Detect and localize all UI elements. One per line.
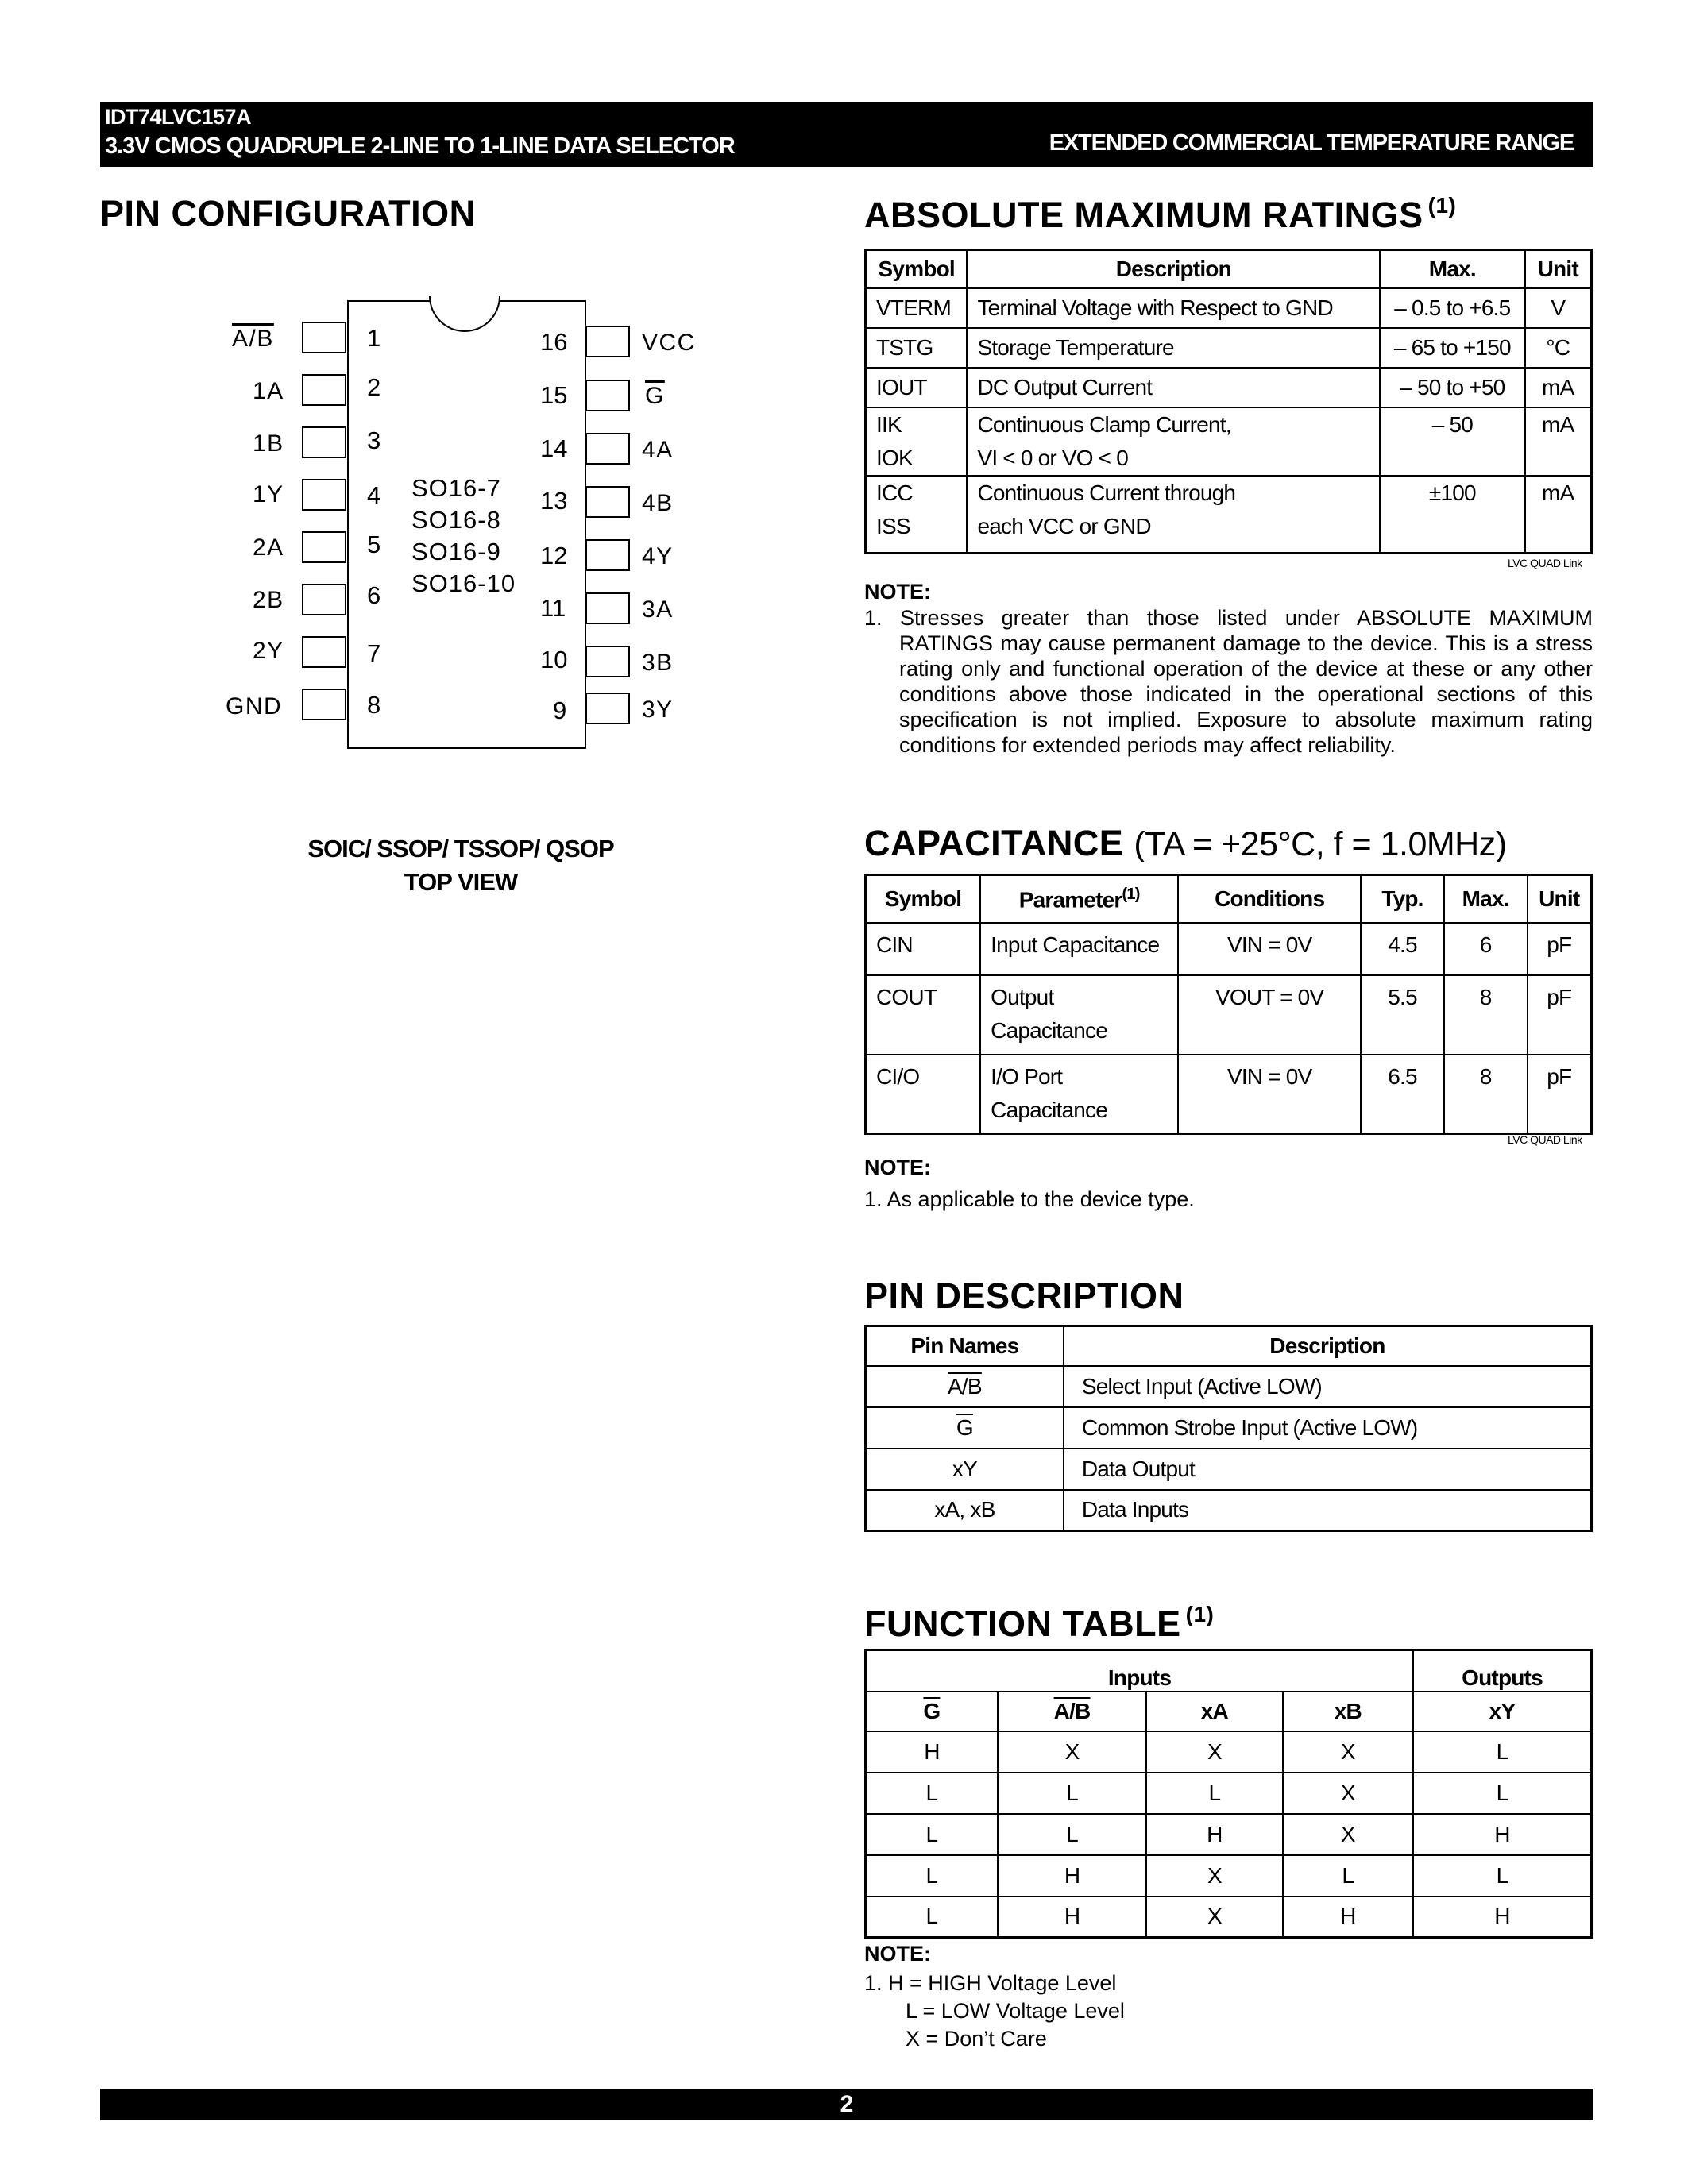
column-header: Pin Names bbox=[866, 1326, 1064, 1366]
function-table-title-text: FUNCTION TABLE bbox=[864, 1603, 1181, 1644]
symbol-line: ISS bbox=[876, 513, 910, 538]
symbol-cell: COUT bbox=[866, 975, 981, 1055]
pin-number: 7 bbox=[367, 639, 381, 667]
table-row bbox=[866, 975, 1592, 1055]
table-cell: L bbox=[998, 1814, 1146, 1855]
note-heading: NOTE: bbox=[864, 1156, 931, 1179]
table-row bbox=[866, 288, 1592, 328]
note-heading: NOTE: bbox=[864, 580, 931, 604]
description-cell bbox=[967, 407, 1380, 476]
table-cell: H bbox=[1146, 1814, 1282, 1855]
description-line: Continuous Clamp Current, bbox=[977, 411, 1231, 437]
package-name: SO16-10 bbox=[411, 569, 516, 597]
package-name: SO16-7 bbox=[411, 474, 501, 502]
pin-label: 4B bbox=[642, 490, 674, 516]
pin-number: 8 bbox=[367, 691, 381, 719]
pin-number: 2 bbox=[367, 373, 381, 401]
unit-cell: °C bbox=[1525, 328, 1592, 368]
pin-number: 1 bbox=[367, 324, 381, 352]
document-subtitle: 3.3V CMOS QUADRUPLE 2-LINE TO 1-LINE DATA SELECTOR bbox=[105, 133, 735, 159]
pin-15 bbox=[585, 380, 630, 411]
unit-cell: pF bbox=[1528, 975, 1592, 1055]
parameter-cell: Input Capacitance bbox=[980, 923, 1178, 975]
conditions-cell: VIN = 0V bbox=[1178, 923, 1361, 975]
pin-label: 3B bbox=[642, 650, 674, 676]
table-cell: H bbox=[1413, 1897, 1592, 1938]
table-cell: X bbox=[998, 1731, 1146, 1773]
description-cell: Data Output bbox=[1064, 1449, 1592, 1490]
pin-13 bbox=[585, 486, 630, 518]
column-header: Description bbox=[967, 250, 1380, 288]
package-name: SO16-9 bbox=[411, 538, 501, 565]
table-cell: X bbox=[1283, 1814, 1413, 1855]
unit-cell: pF bbox=[1528, 923, 1592, 975]
column-header: Symbol bbox=[866, 250, 968, 288]
description-line: Continuous Current through bbox=[977, 480, 1236, 505]
pin-label: GND bbox=[226, 693, 283, 720]
pin-number: 4 bbox=[367, 481, 381, 509]
max-cell: – 0.5 to +6.5 bbox=[1380, 288, 1524, 328]
table-row bbox=[866, 1449, 1592, 1490]
note-line: L = LOW Voltage Level bbox=[906, 1999, 1125, 2023]
description-cell bbox=[967, 476, 1380, 554]
pin-name-cell: xY bbox=[866, 1449, 1064, 1490]
max-cell: 8 bbox=[1444, 1055, 1528, 1134]
max-cell: – 65 to +150 bbox=[1380, 328, 1524, 368]
package-types: SOIC/ SSOP/ TSSOP/ QSOP bbox=[307, 835, 614, 862]
column-header: Typ. bbox=[1361, 875, 1444, 923]
table-cell: H bbox=[1283, 1897, 1413, 1938]
symbol-line: IIK bbox=[876, 411, 902, 437]
pin-label: $\overline{G}$ bbox=[645, 383, 665, 409]
pin-12 bbox=[585, 539, 630, 571]
max-cell: 8 bbox=[1444, 975, 1528, 1055]
pin-label: 3A bbox=[642, 596, 674, 623]
capacitance-table bbox=[864, 874, 1593, 1135]
pin-2 bbox=[302, 374, 346, 406]
table-row bbox=[866, 328, 1592, 368]
part-number: IDT74LVC157A bbox=[105, 105, 252, 129]
symbol-line: IOK bbox=[876, 445, 913, 470]
note-line: X = Don’t Care bbox=[906, 2027, 1047, 2051]
unit-cell: mA bbox=[1525, 407, 1592, 476]
pin-label: 2A bbox=[253, 534, 284, 561]
symbol-cell bbox=[866, 476, 968, 554]
description-cell: DC Output Current bbox=[967, 368, 1380, 407]
table-cell: L bbox=[866, 1773, 998, 1814]
pin-16 bbox=[585, 326, 630, 357]
pin-4 bbox=[302, 479, 346, 511]
temperature-range: EXTENDED COMMERCIAL TEMPERATURE RANGE bbox=[1049, 130, 1574, 156]
page-header bbox=[100, 102, 1593, 167]
table-group-header-row bbox=[866, 1650, 1592, 1692]
pin-name-cell bbox=[866, 1366, 1064, 1407]
unit-cell: mA bbox=[1525, 476, 1592, 554]
max-cell: – 50 to +50 bbox=[1380, 368, 1524, 407]
pin-label: 1Y bbox=[253, 481, 284, 507]
pin-14 bbox=[585, 433, 630, 465]
description-line: VI < 0 or VO < 0 bbox=[977, 445, 1128, 470]
pin-number: 14 bbox=[540, 434, 568, 462]
column-header bbox=[980, 875, 1178, 923]
table-cell: L bbox=[1413, 1731, 1592, 1773]
pin-9 bbox=[585, 693, 630, 724]
unit-cell: pF bbox=[1528, 1055, 1592, 1134]
table-cell: L bbox=[998, 1773, 1146, 1814]
pin-10 bbox=[585, 646, 630, 677]
capacitance-note: 1. As applicable to the device type. bbox=[864, 1187, 1195, 1211]
pin-config-title: PIN CONFIGURATION bbox=[100, 193, 476, 233]
pin-number: 16 bbox=[540, 328, 568, 356]
abs-max-title bbox=[864, 193, 1456, 236]
symbol-cell: CI/O bbox=[866, 1055, 981, 1134]
footnote-ref: (1) bbox=[1122, 885, 1140, 903]
description-line: each VCC or GND bbox=[977, 513, 1151, 538]
table-link-label: LVC QUAD Link bbox=[1508, 1133, 1582, 1146]
table-cell: H bbox=[998, 1897, 1146, 1938]
note-line: 1. H = HIGH Voltage Level bbox=[864, 1971, 1117, 1995]
table-row bbox=[866, 1773, 1592, 1814]
pin-number: 12 bbox=[540, 542, 568, 569]
column-header: xY bbox=[1413, 1692, 1592, 1731]
conditions-cell: VOUT = 0V bbox=[1178, 975, 1361, 1055]
column-header bbox=[998, 1692, 1146, 1731]
description-cell: Common Strobe Input (Active LOW) bbox=[1064, 1407, 1592, 1449]
table-row bbox=[866, 368, 1592, 407]
pin-number: 9 bbox=[553, 696, 567, 724]
typ-cell: 4.5 bbox=[1361, 923, 1444, 975]
symbol-cell: IOUT bbox=[866, 368, 968, 407]
max-cell: 6 bbox=[1444, 923, 1528, 975]
table-cell: X bbox=[1146, 1731, 1282, 1773]
parameter-cell bbox=[980, 975, 1178, 1055]
pin-label: 2Y bbox=[253, 638, 284, 664]
pin-name: A/B bbox=[948, 1373, 982, 1399]
pin-number: 3 bbox=[367, 426, 381, 454]
pin-description-title: PIN DESCRIPTION bbox=[864, 1275, 1184, 1316]
column-header: Max. bbox=[1380, 250, 1524, 288]
pin-5 bbox=[302, 531, 346, 563]
description-cell: Select Input (Active LOW) bbox=[1064, 1366, 1592, 1407]
parameter-cell bbox=[980, 1055, 1178, 1134]
function-table-notes bbox=[864, 1970, 1125, 2053]
pin-number: 10 bbox=[540, 646, 568, 673]
pin-name: $\overline{G}$ bbox=[956, 1414, 973, 1440]
page-footer bbox=[100, 2089, 1593, 2120]
table-cell: L bbox=[866, 1897, 998, 1938]
pin-number: 11 bbox=[540, 594, 566, 622]
table-cell: L bbox=[1413, 1773, 1592, 1814]
parameter-line: Capacitance bbox=[991, 1097, 1108, 1122]
table-header-row bbox=[866, 1692, 1592, 1731]
capacitance-conditions: (TA = +25°C, f = 1.0MHz) bbox=[1134, 825, 1507, 863]
symbol-cell: VTERM bbox=[866, 288, 968, 328]
pin-label: 4Y bbox=[642, 543, 674, 569]
pin-label: VCC bbox=[642, 330, 696, 356]
column-header: Description bbox=[1064, 1326, 1592, 1366]
function-table-footnote-ref: (1) bbox=[1185, 1602, 1215, 1626]
column-header: Unit bbox=[1528, 875, 1592, 923]
pin-11 bbox=[585, 592, 630, 624]
pin-6 bbox=[302, 584, 346, 615]
pin-label: A/B bbox=[232, 326, 274, 352]
column-header: Unit bbox=[1525, 250, 1592, 288]
pin-label: 4A bbox=[642, 437, 674, 463]
column-header: xA bbox=[1146, 1692, 1282, 1731]
pin-number: 5 bbox=[367, 531, 381, 558]
pin-label: 3Y bbox=[642, 696, 674, 723]
unit-cell: mA bbox=[1525, 368, 1592, 407]
table-cell: L bbox=[1146, 1773, 1282, 1814]
table-cell: L bbox=[866, 1855, 998, 1897]
table-row bbox=[866, 923, 1592, 975]
table-row bbox=[866, 1366, 1592, 1407]
column-header-text: A/B bbox=[1053, 1698, 1091, 1723]
abs-max-title-text: ABSOLUTE MAXIMUM RATINGS bbox=[864, 195, 1423, 235]
column-header-text: $\overline{G}$ bbox=[923, 1698, 941, 1723]
table-cell: H bbox=[1413, 1814, 1592, 1855]
pin-description-table bbox=[864, 1325, 1593, 1532]
table-row bbox=[866, 476, 1592, 554]
pin-label: 1B bbox=[253, 430, 284, 457]
pin-name-cell: xA, xB bbox=[866, 1490, 1064, 1531]
table-link-label: LVC QUAD Link bbox=[1508, 557, 1582, 569]
description-cell: Terminal Voltage with Respect to GND bbox=[967, 288, 1380, 328]
pin-1 bbox=[302, 322, 346, 353]
pin-label: 1A bbox=[253, 378, 284, 404]
note-heading: NOTE: bbox=[864, 1942, 931, 1966]
table-cell: L bbox=[1413, 1855, 1592, 1897]
pin-number: 6 bbox=[367, 581, 381, 609]
table-cell: L bbox=[1283, 1855, 1413, 1897]
parameter-line: I/O Port bbox=[991, 1063, 1063, 1089]
symbol-cell: TSTG bbox=[866, 328, 968, 368]
pin-8 bbox=[302, 689, 346, 720]
pin-number: 13 bbox=[540, 487, 568, 515]
parameter-line: Output bbox=[991, 984, 1054, 1009]
page-number: 2 bbox=[840, 2091, 854, 2117]
parameter-line: Capacitance bbox=[991, 1017, 1108, 1043]
table-row bbox=[866, 1855, 1592, 1897]
table-cell: X bbox=[1146, 1855, 1282, 1897]
table-header-row bbox=[866, 1326, 1592, 1366]
table-cell: H bbox=[998, 1855, 1146, 1897]
column-header bbox=[866, 1692, 998, 1731]
typ-cell: 5.5 bbox=[1361, 975, 1444, 1055]
pin-label: 2B bbox=[253, 587, 284, 613]
table-row bbox=[866, 1490, 1592, 1531]
max-cell: ±100 bbox=[1380, 476, 1524, 554]
description-cell: Storage Temperature bbox=[967, 328, 1380, 368]
table-row bbox=[866, 1407, 1592, 1449]
symbol-cell bbox=[866, 407, 968, 476]
capacitance-title-text: CAPACITANCE bbox=[864, 823, 1124, 863]
table-cell: X bbox=[1283, 1731, 1413, 1773]
unit-cell: V bbox=[1525, 288, 1592, 328]
pin-3 bbox=[302, 426, 346, 458]
typ-cell: 6.5 bbox=[1361, 1055, 1444, 1134]
conditions-cell: VIN = 0V bbox=[1178, 1055, 1361, 1134]
table-cell: X bbox=[1283, 1773, 1413, 1814]
package-view-caption bbox=[270, 832, 651, 899]
table-row bbox=[866, 1055, 1592, 1134]
table-row bbox=[866, 1814, 1592, 1855]
abs-max-note: 1. Stresses greater than those listed under ABSOLUTE MAXIMUM RATINGS may cause permanent damage to the device. This is a stress rating only and functional operation of the device at these or any other conditions above those indicated in the operational sections of this specification is not implied. Exposure to absolute maximum rating conditions for extended periods may affect reliability. bbox=[864, 606, 1593, 757]
column-header: Conditions bbox=[1178, 875, 1361, 923]
max-cell: – 50 bbox=[1380, 407, 1524, 476]
function-table-title bbox=[864, 1602, 1214, 1645]
abs-max-footnote-ref: (1) bbox=[1427, 193, 1457, 218]
symbol-cell: CIN bbox=[866, 923, 981, 975]
column-header: Symbol bbox=[866, 875, 981, 923]
table-row bbox=[866, 407, 1592, 476]
table-cell: H bbox=[866, 1731, 998, 1773]
package-list bbox=[411, 473, 516, 600]
column-header: Max. bbox=[1444, 875, 1528, 923]
view-label: TOP VIEW bbox=[404, 868, 518, 896]
column-header: xB bbox=[1283, 1692, 1413, 1731]
package-name: SO16-8 bbox=[411, 506, 501, 534]
pin-name-cell bbox=[866, 1407, 1064, 1449]
pin-number: 15 bbox=[540, 381, 568, 409]
pin-7 bbox=[302, 636, 346, 668]
inputs-group-header: Inputs bbox=[866, 1650, 1414, 1692]
table-cell: L bbox=[866, 1814, 998, 1855]
capacitance-title bbox=[864, 823, 1507, 864]
table-cell: X bbox=[1146, 1897, 1282, 1938]
table-header-row bbox=[866, 875, 1592, 923]
symbol-line: ICC bbox=[876, 480, 913, 505]
table-row bbox=[866, 1897, 1592, 1938]
column-header-text: Parameter bbox=[1018, 886, 1122, 912]
table-header-row bbox=[866, 250, 1592, 288]
table-row bbox=[866, 1731, 1592, 1773]
function-table bbox=[864, 1649, 1593, 1939]
abs-max-table bbox=[864, 249, 1593, 554]
description-cell: Data Inputs bbox=[1064, 1490, 1592, 1531]
outputs-group-header: Outputs bbox=[1413, 1650, 1592, 1692]
